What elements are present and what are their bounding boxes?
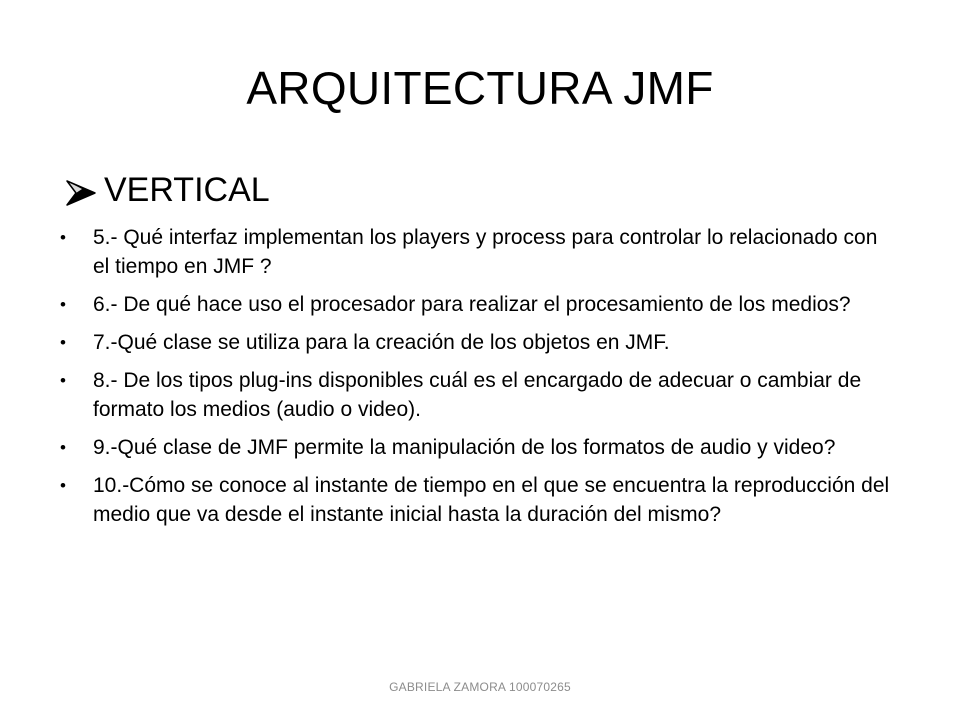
bullet-icon: • <box>60 228 66 247</box>
list-item <box>60 328 890 357</box>
list-item <box>60 290 890 319</box>
bullet-icon: • <box>60 333 66 352</box>
list-item-text: 7.-Qué clase se utiliza para la creación de los objetos en JMF. <box>93 331 670 354</box>
list-item-text: 6.- De qué hace uso el procesador para realizar el procesamiento de los medios? <box>93 293 851 316</box>
bullet-icon: • <box>60 476 66 495</box>
arrow-bullet-icon <box>64 175 98 205</box>
section-label: VERTICAL <box>104 171 270 209</box>
list-item <box>60 471 890 529</box>
list-item-text: 9.-Qué clase de JMF permite la manipulación de los formatos de audio y video? <box>93 436 836 459</box>
bullet-icon: • <box>60 438 66 457</box>
section-heading <box>64 168 270 212</box>
question-list <box>60 223 890 538</box>
list-item <box>60 223 890 281</box>
slide-footer: GABRIELA ZAMORA 100070265 <box>389 680 571 694</box>
list-item-text: 10.-Cómo se conoce al instante de tiempo en el que se encuentra la reproducción del medio que va desde el instante inicial hasta la duración del mismo? <box>93 474 890 526</box>
list-item <box>60 433 890 462</box>
list-item-text: 8.- De los tipos plug-ins disponibles cuál es el encargado de adecuar o cambiar de formato los medios (audio o video). <box>93 369 862 421</box>
bullet-icon: • <box>60 295 66 314</box>
list-item-text: 5.- Qué interfaz implementan los players y process para controlar lo relacionado con el tiempo en JMF ? <box>93 226 878 278</box>
list-item <box>60 366 890 424</box>
slide-title: ARQUITECTURA JMF <box>246 62 714 114</box>
bullet-icon: • <box>60 371 66 390</box>
